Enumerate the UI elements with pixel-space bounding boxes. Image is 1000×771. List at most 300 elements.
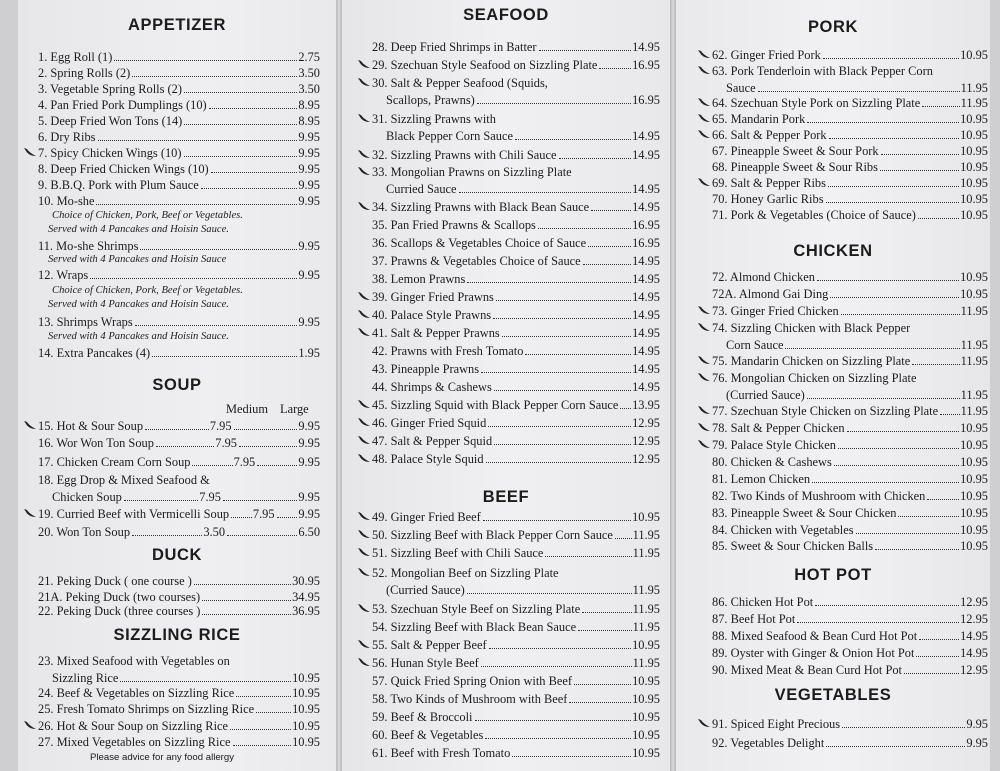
menu-item xyxy=(698,128,988,143)
item-number: 90. xyxy=(712,663,728,677)
leader-dots xyxy=(599,68,631,69)
item-name xyxy=(372,638,487,653)
menu-item-continuation xyxy=(698,388,988,403)
item-price: 9.95 xyxy=(298,146,320,160)
leader-dots xyxy=(124,500,198,501)
menu-item xyxy=(358,344,660,359)
menu-item xyxy=(24,604,320,619)
menu-item xyxy=(698,48,988,63)
item-number: 77. xyxy=(712,404,728,418)
menu-item xyxy=(358,40,660,55)
leader-dots xyxy=(223,500,297,501)
leader-dots xyxy=(90,278,297,279)
pepper-icon xyxy=(358,567,372,579)
menu-item-continuation xyxy=(358,129,660,144)
item-price: 14.95 xyxy=(632,129,660,143)
item-name xyxy=(372,452,484,467)
leader-dots xyxy=(856,533,960,534)
menu-item xyxy=(24,436,320,451)
menu-item-continuation xyxy=(24,490,320,505)
item-label: Curried Beef with Vermicelli Soup xyxy=(56,507,230,521)
menu-item xyxy=(358,656,660,671)
price-large: 9.95 xyxy=(298,490,320,504)
item-number: 81. xyxy=(712,472,728,486)
item-label: Egg Roll (1) xyxy=(50,50,113,64)
leader-dots xyxy=(502,336,631,337)
item-price: 14.95 xyxy=(632,40,660,54)
price-large: 9.95 xyxy=(298,419,321,433)
item-name xyxy=(712,48,821,63)
price-large: 9.95 xyxy=(298,436,321,450)
item-price: 14.95 xyxy=(632,362,660,376)
item-label: Hot & Sour Soup on Sizzling Rice xyxy=(56,719,229,733)
item-label: Ginger Fried Squid xyxy=(390,416,487,430)
leader-dots xyxy=(489,648,631,649)
leader-dots xyxy=(912,364,959,365)
menu-item xyxy=(698,270,988,285)
leader-dots xyxy=(545,556,631,557)
item-name xyxy=(38,455,190,470)
item-label-continued: Chicken Soup xyxy=(52,490,122,504)
menu-item xyxy=(698,455,988,470)
leader-dots xyxy=(209,108,298,109)
item-number: 24. xyxy=(38,686,54,700)
pepper-icon xyxy=(358,417,372,429)
item-label: Mongolian Prawns on Sizzling Plate xyxy=(390,165,572,179)
item-name xyxy=(38,268,88,283)
leader-dots xyxy=(494,444,631,445)
item-number: 45. xyxy=(372,398,388,412)
item-number: 66. xyxy=(712,128,728,142)
item-label: Hunan Style Beef xyxy=(390,656,479,670)
leader-dots xyxy=(184,92,297,93)
item-number: 27. xyxy=(38,735,54,749)
menu-item xyxy=(698,371,988,386)
pepper-icon xyxy=(698,177,712,189)
item-name xyxy=(712,371,916,386)
pepper-icon xyxy=(358,309,372,321)
menu-item xyxy=(24,686,320,701)
item-label: Salt & Pepper Squid xyxy=(390,434,493,448)
item-name xyxy=(372,692,567,707)
item-label: Two Kinds of Mushroom with Beef xyxy=(390,692,568,706)
item-name xyxy=(372,76,548,91)
item-name xyxy=(372,656,479,671)
item-name xyxy=(372,380,492,395)
item-number: 6. xyxy=(38,130,48,144)
item-label: Salt & Pepper Beef xyxy=(390,638,487,652)
leader-dots xyxy=(236,696,291,697)
item-name xyxy=(712,455,832,470)
menu-item xyxy=(358,674,660,689)
leader-dots xyxy=(807,398,960,399)
item-number: 73. xyxy=(712,304,728,318)
menu-item-continuation xyxy=(698,81,988,96)
item-name xyxy=(372,620,576,635)
leader-dots xyxy=(834,465,959,466)
column-header-medium: Medium xyxy=(226,402,268,416)
item-number: 47. xyxy=(372,434,388,448)
item-price: 10.95 xyxy=(960,192,988,206)
menu-page-left xyxy=(18,0,336,771)
item-name xyxy=(372,362,479,377)
item-name xyxy=(712,176,826,191)
item-price: 11.95 xyxy=(960,354,988,368)
item-description: Served with 4 Pancakes and Hoisin Sauce. xyxy=(48,299,229,310)
item-price: 10.95 xyxy=(292,702,320,716)
item-number: 13. xyxy=(38,315,54,329)
item-price: 10.95 xyxy=(292,686,320,700)
item-price: 10.95 xyxy=(632,510,660,524)
menu-item xyxy=(24,66,320,81)
item-price: 9.95 xyxy=(298,194,320,208)
menu-item xyxy=(24,268,320,283)
leader-dots xyxy=(231,517,252,518)
item-number: 9. xyxy=(38,178,48,192)
item-number: 55. xyxy=(372,638,388,652)
leader-dots xyxy=(257,465,297,466)
item-name xyxy=(712,523,854,538)
menu-item xyxy=(24,114,320,129)
item-price: 16.95 xyxy=(632,58,660,72)
menu-item xyxy=(698,438,988,453)
item-label: Chicken Hot Pot xyxy=(730,595,814,609)
price-medium: 7.95 xyxy=(199,490,221,504)
item-number: 8. xyxy=(38,162,48,176)
item-description: Served with 4 Pancakes and Hoisin Sauce xyxy=(48,254,227,265)
leader-dots xyxy=(807,122,959,123)
leader-dots xyxy=(569,702,631,703)
item-label: Mandarin Chicken on Sizzling Plate xyxy=(730,354,911,368)
section-title-sizzling_rice: SIZZLING RICE xyxy=(113,626,241,644)
item-label: Beef with Fresh Tomato xyxy=(390,746,511,760)
item-price: 3.50 xyxy=(298,66,320,80)
item-price: 10.95 xyxy=(960,208,988,222)
item-name xyxy=(372,510,481,525)
item-number: 3. xyxy=(38,82,48,96)
pepper-icon xyxy=(358,453,372,465)
item-name xyxy=(38,702,254,717)
item-name xyxy=(38,114,182,129)
section-title-soup: SOUP xyxy=(152,376,202,394)
menu-item xyxy=(698,421,988,436)
item-label: B.B.Q. Pork with Plum Sauce xyxy=(50,178,199,192)
menu-item xyxy=(698,506,988,521)
leader-dots xyxy=(815,605,959,606)
item-name xyxy=(712,404,938,419)
menu-item xyxy=(698,176,988,191)
leader-dots xyxy=(202,600,291,601)
item-number: 46. xyxy=(372,416,388,430)
item-label: Sizzling Beef with Chili Sauce xyxy=(390,546,544,560)
pepper-icon xyxy=(358,529,372,541)
item-name xyxy=(372,746,510,761)
item-price: 11.95 xyxy=(960,404,988,418)
menu-item xyxy=(24,315,320,330)
item-label: Hot & Sour Soup xyxy=(56,419,144,433)
item-name xyxy=(712,192,824,207)
pepper-icon xyxy=(24,508,38,520)
item-number: 25. xyxy=(38,702,54,716)
item-label: Deep Fried Chicken Wings (10) xyxy=(50,162,209,176)
leader-dots xyxy=(880,170,959,171)
pepper-icon xyxy=(698,372,712,384)
item-name xyxy=(38,719,228,734)
leader-dots xyxy=(898,516,959,517)
item-price: 10.95 xyxy=(960,287,988,301)
leader-dots xyxy=(829,138,959,139)
item-number: 65. xyxy=(712,112,728,126)
item-number: 69. xyxy=(712,176,728,190)
leader-dots xyxy=(485,738,631,739)
item-price: 8.95 xyxy=(298,98,320,112)
item-price: 10.95 xyxy=(960,438,988,452)
leader-dots xyxy=(620,408,631,409)
menu-item xyxy=(358,290,660,305)
item-name xyxy=(372,710,473,725)
item-name xyxy=(712,736,824,751)
item-label: Mo-she xyxy=(56,194,95,208)
menu-item xyxy=(358,380,660,395)
item-number: 62. xyxy=(712,48,728,62)
menu-item xyxy=(698,523,988,538)
item-price: 10.95 xyxy=(632,728,660,742)
item-name xyxy=(712,96,920,111)
item-price: 9.95 xyxy=(298,239,320,253)
item-price: 10.95 xyxy=(292,735,320,749)
item-name xyxy=(712,663,902,678)
item-label: Pan Fried Pork Dumplings (10) xyxy=(50,98,207,112)
menu-item xyxy=(358,692,660,707)
item-number: 78. xyxy=(712,421,728,435)
pepper-icon xyxy=(358,435,372,447)
item-name xyxy=(372,148,557,163)
item-number: 86. xyxy=(712,595,728,609)
item-label: Szechuan Style Seafood on Sizzling Plate xyxy=(390,58,598,72)
menu-item xyxy=(358,416,660,431)
leader-dots xyxy=(202,614,291,615)
item-label-continued: Scallops, Prawns) xyxy=(386,93,475,107)
item-price: 10.95 xyxy=(960,539,988,553)
item-price: 11.95 xyxy=(960,96,988,110)
item-price: 14.95 xyxy=(632,290,660,304)
leader-dots xyxy=(847,431,960,432)
leader-dots xyxy=(940,414,959,415)
item-name xyxy=(712,144,879,159)
item-number: 37. xyxy=(372,254,388,268)
item-label: Vegetable Spring Rolls (2) xyxy=(50,82,182,96)
item-price: 10.95 xyxy=(960,144,988,158)
leader-dots xyxy=(916,656,959,657)
item-price: 10.95 xyxy=(960,176,988,190)
item-number: 42. xyxy=(372,344,388,358)
item-price: 10.95 xyxy=(960,506,988,520)
item-number: 75. xyxy=(712,354,728,368)
leader-dots xyxy=(559,158,632,159)
item-label: Egg Drop & Mixed Seafood & xyxy=(56,473,210,487)
menu-item xyxy=(698,112,988,127)
pepper-icon xyxy=(358,77,372,89)
item-label: Palace Style Squid xyxy=(390,452,484,466)
menu-item xyxy=(698,629,988,644)
item-label-continued: Sauce xyxy=(726,81,756,95)
item-name xyxy=(38,239,138,254)
item-label: Spicy Chicken Wings (10) xyxy=(50,146,182,160)
menu-item xyxy=(698,612,988,627)
menu-item xyxy=(358,566,660,581)
item-label: Spring Rolls (2) xyxy=(50,66,131,80)
pepper-icon xyxy=(358,59,372,71)
pepper-icon xyxy=(698,718,712,730)
leader-dots xyxy=(830,297,959,298)
pepper-icon xyxy=(358,113,372,125)
leader-dots xyxy=(132,535,202,536)
leader-dots xyxy=(838,448,959,449)
menu-item xyxy=(358,638,660,653)
item-name xyxy=(372,254,581,269)
item-label: Deep Fried Won Tons (14) xyxy=(50,114,183,128)
menu-item xyxy=(24,735,320,750)
item-label: Shrimps & Cashews xyxy=(390,380,492,394)
item-price: 14.95 xyxy=(632,200,660,214)
item-number: 14. xyxy=(38,346,54,360)
item-label: Sizzling Beef with Black Pepper Corn Sauce xyxy=(390,528,613,542)
leader-dots xyxy=(459,192,632,193)
section-title-pork: PORK xyxy=(807,18,859,36)
leader-dots xyxy=(132,76,297,77)
item-name xyxy=(38,146,182,161)
item-price: 16.95 xyxy=(632,218,660,232)
pepper-icon xyxy=(358,291,372,303)
item-name xyxy=(372,272,465,287)
item-name xyxy=(712,128,827,143)
menu-item xyxy=(358,326,660,341)
item-name xyxy=(38,419,143,434)
item-label: Szechuan Style Beef on Sizzling Plate xyxy=(390,602,581,616)
item-name xyxy=(372,165,572,180)
pepper-icon xyxy=(358,201,372,213)
section-title-hot_pot: HOT POT xyxy=(794,566,872,584)
item-name xyxy=(38,574,192,589)
pepper-icon xyxy=(24,420,38,432)
leader-dots xyxy=(826,202,960,203)
item-name xyxy=(712,270,815,285)
item-number: 84. xyxy=(712,523,728,537)
item-number: 71. xyxy=(712,208,728,222)
leader-dots xyxy=(539,50,632,51)
item-number: 28. xyxy=(372,40,388,54)
item-label: Mixed Vegetables on Sizzling Rice xyxy=(56,735,231,749)
item-price: 1.95 xyxy=(298,346,320,360)
item-number: 22. xyxy=(38,604,54,618)
item-number: 12. xyxy=(38,268,54,282)
item-price: 10.95 xyxy=(960,455,988,469)
item-price: 9.95 xyxy=(298,162,320,176)
item-number: 56. xyxy=(372,656,388,670)
item-number: 68. xyxy=(712,160,728,174)
item-price: 10.95 xyxy=(632,692,660,706)
item-name xyxy=(38,735,231,750)
item-number: 4. xyxy=(38,98,48,112)
menu-item xyxy=(358,434,660,449)
item-price: 11.95 xyxy=(632,656,660,670)
menu-item xyxy=(698,208,988,223)
item-price: 16.95 xyxy=(632,93,660,107)
item-name xyxy=(712,64,933,79)
leader-dots xyxy=(578,630,632,631)
item-price: 10.95 xyxy=(292,719,320,733)
menu-item xyxy=(358,620,660,635)
item-label: Almond Gai Ding xyxy=(738,287,829,301)
item-price: 11.95 xyxy=(960,388,988,402)
menu-item xyxy=(358,362,660,377)
leader-dots xyxy=(135,325,298,326)
item-number: 40. xyxy=(372,308,388,322)
item-label: Salt & Pepper Seafood (Squids, xyxy=(390,76,548,90)
item-label: Chicken with Vegetables xyxy=(730,523,854,537)
item-number: 43. xyxy=(372,362,388,376)
leader-dots xyxy=(826,746,965,747)
item-price: 12.95 xyxy=(632,416,660,430)
item-price: 10.95 xyxy=(292,671,320,685)
item-number: 29. xyxy=(372,58,388,72)
section-title-beef: BEEF xyxy=(482,488,530,506)
menu-item xyxy=(24,82,320,97)
item-name xyxy=(712,646,914,661)
menu-item xyxy=(24,178,320,193)
price-medium: 3.50 xyxy=(203,525,226,539)
item-name xyxy=(38,473,210,488)
item-label: Salt & Pepper Prawns xyxy=(390,326,500,340)
item-price: 10.95 xyxy=(960,160,988,174)
pepper-icon xyxy=(698,129,712,141)
menu-item xyxy=(698,472,988,487)
item-number: 76. xyxy=(712,371,728,385)
item-number: 38. xyxy=(372,272,388,286)
item-number: 33. xyxy=(372,165,388,179)
item-number: 1. xyxy=(38,50,48,64)
item-number: 88. xyxy=(712,629,728,643)
menu-item xyxy=(24,50,320,65)
leader-dots xyxy=(488,426,631,427)
leader-dots xyxy=(192,465,232,466)
item-name xyxy=(712,304,839,319)
leader-dots xyxy=(591,210,631,211)
item-number: 74. xyxy=(712,321,728,335)
item-price: 34.95 xyxy=(292,590,320,604)
leader-dots xyxy=(230,729,291,730)
item-name xyxy=(372,308,491,323)
menu-item xyxy=(358,710,660,725)
leader-dots xyxy=(483,520,631,521)
menu-item xyxy=(24,239,320,254)
item-name xyxy=(38,98,207,113)
item-name xyxy=(38,604,200,619)
item-name xyxy=(38,507,229,522)
menu-item xyxy=(358,728,660,743)
item-label: Salt & Pepper Chicken xyxy=(730,421,845,435)
item-number: 53. xyxy=(372,602,388,616)
menu-item xyxy=(24,574,320,589)
item-description: Served with 4 Pancakes and Hoisin Sauce. xyxy=(48,224,229,235)
item-price: 8.95 xyxy=(298,114,320,128)
leader-dots xyxy=(277,517,298,518)
item-number: 92. xyxy=(712,736,728,750)
item-label: Lemon Chicken xyxy=(730,472,811,486)
item-label: Oyster with Ginger & Onion Hot Pot xyxy=(730,646,915,660)
menu-item xyxy=(698,287,988,302)
leader-dots xyxy=(785,348,959,349)
